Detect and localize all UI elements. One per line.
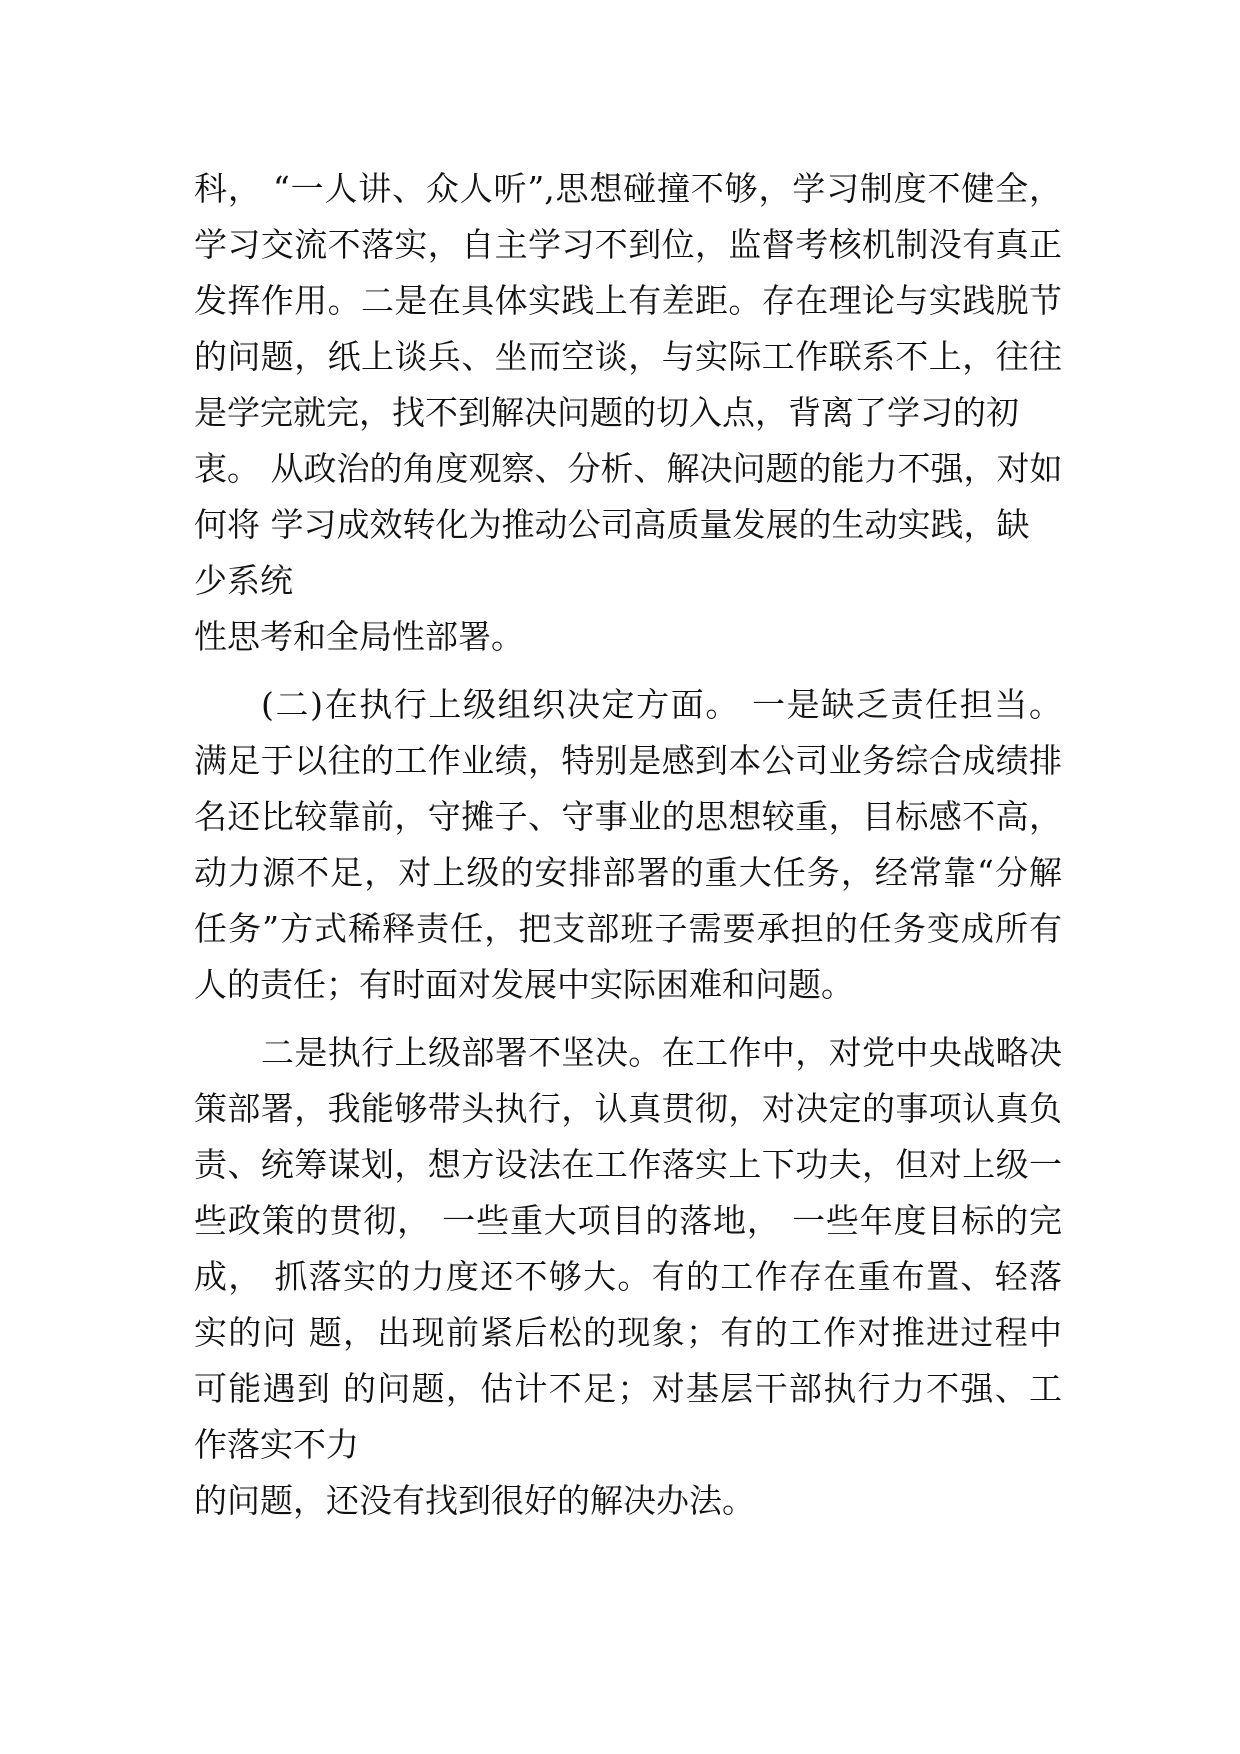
text-line: 发挥作用。二是在具体实践上有差距。存在理论与实践脱节 — [194, 281, 1062, 320]
text-line: 名还比较靠前，守摊子、守事业的思想较重，目标感不高， — [194, 797, 1062, 836]
text-line: 作落实不力 — [194, 1425, 359, 1464]
paragraph-3 — [194, 1025, 1062, 1529]
text-line: 的问题，还没有找到很好的解决办法。 — [194, 1481, 755, 1520]
text-line: 的问题，纸上谈兵、坐而空谈，与实际工作联系不上，往往 — [194, 337, 1062, 376]
text-line: 性思考和全局性部署。 — [194, 617, 524, 656]
text-line: 少系统 — [194, 561, 293, 600]
text-line: 满足于以往的工作业绩，特别是感到本公司业务综合成绩排 — [194, 741, 1062, 780]
text-line: 成， 抓落实的力度还不够大。有的工作存在重布置、轻落 — [194, 1257, 1062, 1296]
document-body — [194, 161, 1062, 1529]
text-line: 实的问 题，出现前紧后松的现象；有的工作对推进过程中 — [194, 1313, 1062, 1352]
text-line: 可能遇到 的问题，估计不足；对基层干部执行力不强、工 — [194, 1369, 1062, 1408]
text-line: 是学完就完，找不到解决问题的切入点，背离了学习的初 — [194, 393, 1019, 432]
text-line: 衷。 从政治的角度观察、分析、解决问题的能力不强，对如 — [194, 449, 1063, 488]
text-line: 些政策的贯彻， 一些重大项目的落地， 一些年度目标的完 — [194, 1201, 1062, 1240]
text-line: 策部署，我能够带头执行，认真贯彻，对决定的事项认真负 — [194, 1089, 1062, 1128]
text-line: 人的责任；有时面对发展中实际困难和问题。 — [194, 965, 854, 1004]
text-line: 学习交流不落实，自主学习不到位，监督考核机制没有真正 — [194, 225, 1062, 264]
text-line: 动力源不足，对上级的安排部署的重大任务，经常靠“分解 — [194, 853, 1062, 892]
paragraph-2 — [194, 677, 1062, 1013]
text-line: 任务”方式稀释责任，把支部班子需要承担的任务变成所有 — [194, 909, 1062, 948]
text-line: (二)在执行上级组织决定方面。 一是缺乏责任担当。 — [261, 685, 1062, 724]
text-line: 科， “一人讲、众人听”,思想碰撞不够，学习制度不健全， — [194, 169, 1062, 208]
text-line: 二是执行上级部署不坚决。在工作中，对党中央战略决 — [261, 1033, 1062, 1072]
paragraph-1 — [194, 161, 1062, 665]
text-line: 何将 学习成效转化为推动公司高质量发展的生动实践，缺 — [194, 505, 1030, 544]
text-line: 责、统筹谋划，想方设法在工作落实上下功夫，但对上级一 — [194, 1145, 1062, 1184]
